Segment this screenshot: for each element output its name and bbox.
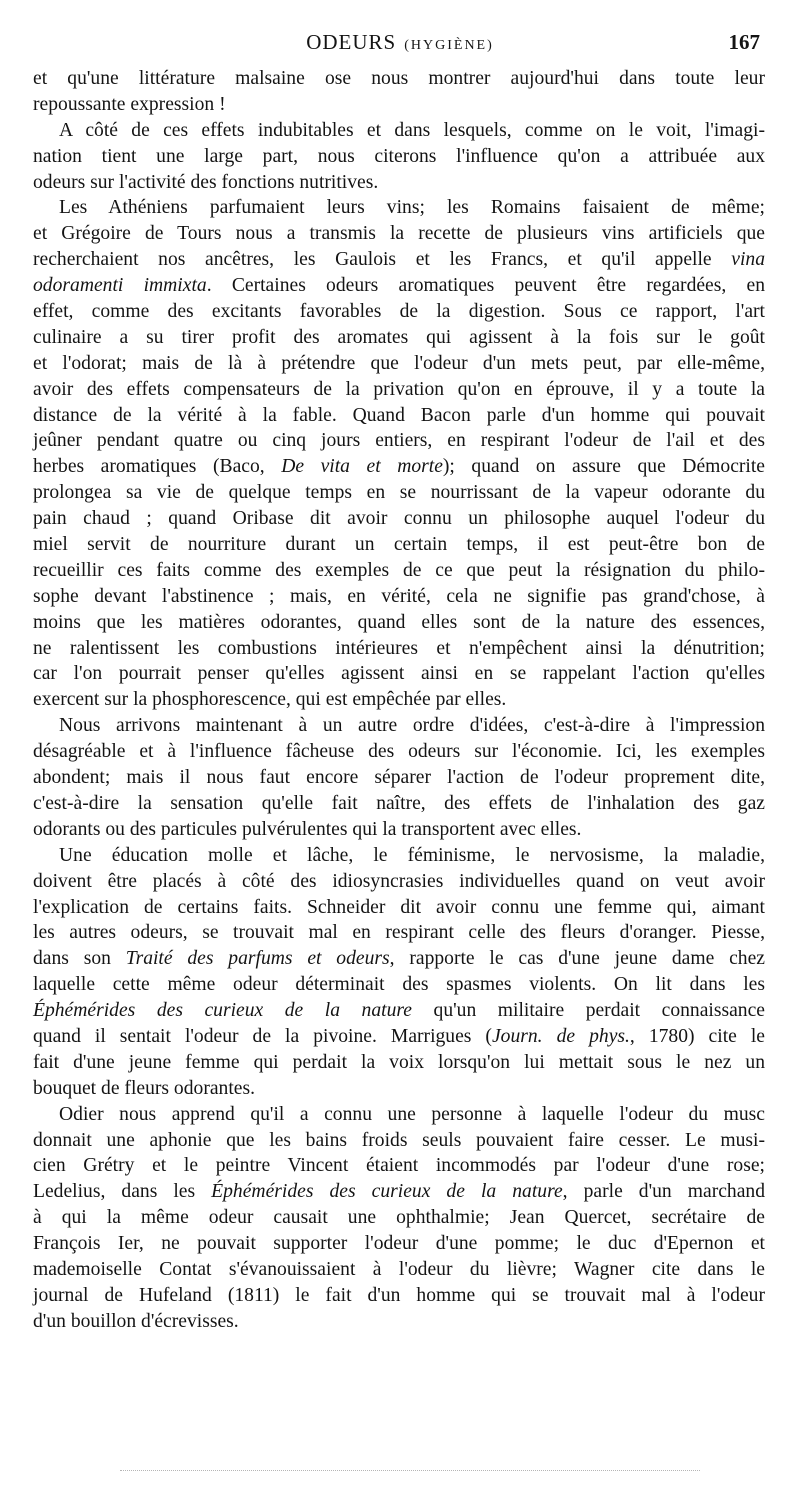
line-text: quand il sentait l'odeur de la pivoine. Marrigues ( — [33, 1025, 492, 1047]
italic-text: vina — [731, 249, 765, 271]
text-line — [33, 946, 765, 972]
running-title-subtitle: (HYGIÈNE) — [404, 38, 494, 53]
text-line — [33, 1076, 765, 1102]
line-text: recueillir ces faits comme des exemples de ce que peut la résignation du philo- — [33, 559, 765, 581]
line-text: pain chaud ; quand Oribase dit avoir connu un philosophe auquel l'odeur du — [33, 508, 765, 530]
text-line — [33, 118, 765, 144]
line-text: Les Athéniens parfumaient leurs vins; les Romains faisaient de même; — [59, 197, 765, 219]
text-line — [33, 273, 765, 299]
text-line — [33, 1179, 765, 1205]
line-text: . Certaines odeurs aromatiques peuvent être regardées, en — [206, 275, 765, 297]
text-line — [33, 998, 765, 1024]
text-line — [33, 195, 765, 221]
text-line — [33, 817, 765, 843]
text-line — [33, 325, 765, 351]
italic-text: Journ. de phys. — [491, 1025, 630, 1047]
text-line — [33, 687, 765, 713]
text-line — [33, 170, 765, 196]
line-text: donnait une aphonie que les bains froids seuls pouvaient faire cesser. Le musi- — [33, 1129, 765, 1151]
text-line — [33, 144, 765, 170]
text-line — [33, 636, 765, 662]
line-text: effet, comme des excitants favorables de la digestion. Sous ce rapport, l'art — [33, 301, 765, 323]
line-text: exercent sur la phosphorescence, qui est empêchée par elles. — [33, 689, 507, 711]
text-line — [33, 1128, 765, 1154]
text-line — [33, 843, 765, 869]
text-line — [33, 1205, 765, 1231]
line-text: repoussante expression ! — [33, 93, 226, 115]
line-text: abondent; mais il nous faut encore séparer l'action de l'odeur proprement dite, — [33, 767, 765, 789]
line-text: qu'un militaire perdait connaissance — [412, 1000, 765, 1022]
body-text — [33, 66, 765, 1335]
text-line — [33, 351, 765, 377]
line-text: distance de la vérité à la fable. Quand Bacon parle d'un homme qui pouvait — [33, 404, 765, 426]
page-number: 167 — [728, 30, 760, 54]
text-line — [33, 713, 765, 739]
text-line — [33, 558, 765, 584]
line-text: c'est-à-dire la sensation qu'elle fait naître, des effets de l'inhalation des gaz — [33, 792, 765, 814]
text-line — [33, 1231, 765, 1257]
line-text: cien Grétry et le peintre Vincent étaient incommodés par l'odeur d'une rose; — [33, 1155, 765, 1177]
line-text: Une éducation molle et lâche, le féminisme, le nervosisme, la maladie, — [59, 844, 765, 866]
text-line — [33, 532, 765, 558]
line-text: l'explication de certains faits. Schneider dit avoir connu une femme qui, aimant — [33, 896, 765, 918]
line-text: , rapporte le cas d'une jeune dame chez — [389, 948, 765, 970]
line-text: les autres odeurs, se trouvait mal en respirant celle des fleurs d'oranger. Piesse, — [33, 922, 765, 944]
text-line — [33, 299, 765, 325]
line-text: odorants ou des particules pulvérulentes qui la transportent avec elles. — [33, 818, 582, 840]
line-text: dans son — [33, 948, 126, 970]
line-text: recherchaient nos ancêtres, les Gaulois et les Francs, et qu'il appelle — [33, 249, 732, 271]
line-text: nation tient une large part, nous citerons l'influence qu'on a attribuée aux — [33, 145, 765, 167]
line-text: , 1780) cite le — [629, 1025, 765, 1047]
line-text: à qui la même odeur causait une ophthalmie; Jean Quercet, secrétaire de — [33, 1207, 765, 1229]
text-line — [33, 66, 765, 92]
line-text: herbes aromatiques (Baco, — [33, 456, 282, 478]
line-text: culinaire a su tirer profit des aromates qui agissent à la fois sur le goût — [33, 326, 765, 348]
text-line — [33, 1024, 765, 1050]
text-line — [33, 454, 765, 480]
line-text: Nous arrivons maintenant à un autre ordre d'idées, c'est-à-dire à l'impression — [59, 715, 765, 737]
text-line — [33, 428, 765, 454]
text-line — [33, 739, 765, 765]
text-line — [33, 920, 765, 946]
line-text: journal de Hufeland (1811) le fait d'un homme qui se trouvait mal à l'odeur — [33, 1284, 765, 1306]
running-title-main: ODEURS — [306, 30, 397, 54]
line-text: A côté de ces effets indubitables et dans lesquels, comme on le voit, l'imagi- — [59, 119, 765, 141]
line-text: miel servit de nourriture durant un certain temps, il est peut-être bon de — [33, 534, 765, 556]
line-text: désagréable et à l'influence fâcheuse des odeurs sur l'économie. Ici, les exemples — [33, 741, 765, 763]
text-line — [33, 895, 765, 921]
page-header — [0, 30, 800, 60]
line-text: ne ralentissent les combustions intérieures et n'empêchent ainsi la dénutrition; — [33, 637, 765, 659]
line-text: et l'odorat; mais de là à prétendre que l'odeur d'un mets peut, par elle-même, — [33, 352, 765, 374]
text-line — [33, 869, 765, 895]
line-text: jeûner pendant quatre ou cinq jours entiers, en respirant l'odeur de l'ail et des — [33, 430, 765, 452]
line-text: avoir des effets compensateurs de la privation qu'on en éprouve, il y a toute la — [33, 378, 765, 400]
bottom-print-artifact — [120, 1470, 700, 1472]
text-line — [33, 1283, 765, 1309]
line-text: doivent être placés à côté des idiosyncrasies individuelles quand on veut avoir — [33, 870, 765, 892]
text-line — [33, 584, 765, 610]
line-text: , parle d'un marchand — [562, 1181, 766, 1203]
line-text: sophe devant l'abstinence ; mais, en vérité, cela ne signifie pas grand'chose, à — [33, 585, 765, 607]
line-text: et qu'une littérature malsaine ose nous montrer aujourd'hui dans toute leur — [33, 68, 765, 89]
line-text: prolongea sa vie de quelque temps en se nourrissant de la vapeur odorante du — [33, 482, 765, 504]
text-line — [33, 506, 765, 532]
running-title — [0, 30, 800, 55]
line-text: laquelle cette même odeur déterminait des spasmes violents. On lit dans les — [33, 974, 765, 996]
line-text: Ledelius, dans les — [33, 1181, 212, 1203]
line-text: car l'on pourrait penser qu'elles agissent ainsi en se rappelant l'action qu'elles — [33, 663, 765, 685]
line-text: bouquet de fleurs odorantes. — [33, 1077, 255, 1099]
italic-text: odoramenti immixta — [33, 275, 207, 297]
text-line — [33, 1153, 765, 1179]
text-line — [33, 1257, 765, 1283]
text-line — [33, 765, 765, 791]
line-text: Odier nous apprend qu'il a connu une personne à laquelle l'odeur du musc — [59, 1103, 765, 1125]
line-text: ); quand on assure que Démocrite — [442, 456, 765, 478]
text-line — [33, 403, 765, 429]
line-text: d'un bouillon d'écrevisses. — [33, 1310, 239, 1332]
italic-text: Éphémérides des curieux de la nature — [33, 1000, 412, 1022]
line-text: mademoiselle Contat s'évanouissaient à l'odeur du lièvre; Wagner cite dans le — [33, 1258, 765, 1280]
italic-text: De vita et morte — [281, 456, 443, 478]
text-line — [33, 221, 765, 247]
line-text: fait d'une jeune femme qui perdait la voix lorsqu'on lui mettait sous le nez un — [33, 1051, 765, 1073]
text-line — [33, 1050, 765, 1076]
text-line — [33, 791, 765, 817]
text-line — [33, 480, 765, 506]
text-line — [33, 972, 765, 998]
italic-text: Éphémérides des curieux de la nature — [211, 1181, 563, 1203]
italic-text: Traité des parfums et odeurs — [125, 948, 390, 970]
text-line — [33, 92, 765, 118]
text-line — [33, 247, 765, 273]
text-line — [33, 1309, 765, 1335]
line-text: odeurs sur l'activité des fonctions nutritives. — [33, 171, 379, 193]
line-text: moins que les matières odorantes, quand elles sont de la nature des essences, — [33, 611, 765, 633]
line-text: François Ier, ne pouvait supporter l'odeur d'une pomme; le duc d'Epernon et — [33, 1233, 765, 1255]
line-text: et Grégoire de Tours nous a transmis la recette de plusieurs vins artificiels que — [33, 223, 765, 245]
text-line — [33, 661, 765, 687]
text-line — [33, 1102, 765, 1128]
text-line — [33, 377, 765, 403]
text-line — [33, 610, 765, 636]
